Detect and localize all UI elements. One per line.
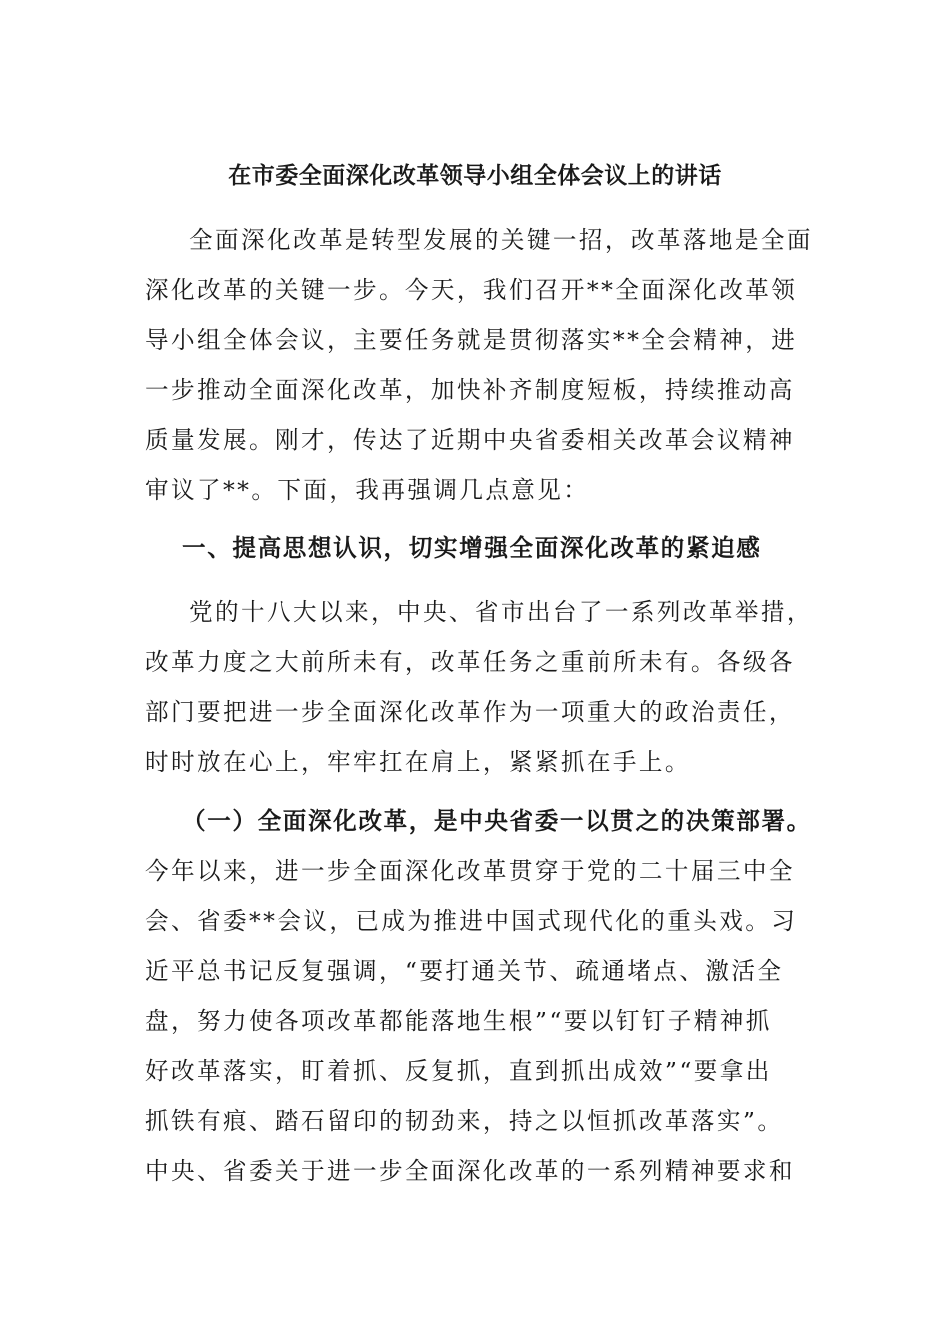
intro-line: 深化改革的关键一步。今天，我们召开**全面深化改革领: [145, 276, 798, 304]
subsection1-line: 抓铁有痕、踏石留印的韧劲来，持之以恒抓改革落实”。: [145, 1107, 784, 1135]
subsection1-line: 好改革落实，盯着抓、反复抓，直到抓出成效”“要拿出: [145, 1057, 772, 1085]
intro-line: 全面深化改革是转型发展的关键一招，改革落地是全面: [189, 226, 813, 254]
subsection-heading: （一）全面深化改革，是中央省委一以贯之的决策部署。: [182, 807, 812, 835]
intro-line: 审议了**。下面，我再强调几点意见：: [145, 476, 590, 504]
subsection1-line: 会、省委**会议，已成为推进中国式现代化的重头戏。习: [145, 907, 798, 935]
section1-line: 改革力度之大前所未有，改革任务之重前所未有。各级各: [145, 648, 795, 676]
section-heading: 一、提高思想认识，切实增强全面深化改革的紧迫感: [182, 534, 762, 562]
document-title: 在市委全面深化改革领导小组全体会议上的讲话: [228, 162, 722, 189]
intro-line: 质量发展。刚才，传达了近期中央省委相关改革会议精神: [145, 426, 795, 454]
subsection1-line: 中央、省委关于进一步全面深化改革的一系列精神要求和: [145, 1157, 795, 1185]
section1-line: 时时放在心上，牢牢扛在肩上，紧紧抓在手上。: [145, 748, 691, 776]
subsection1-line: 近平总书记反复强调，“要打通关节、疏通堵点、激活全: [145, 957, 784, 985]
section1-line: 部门要把进一步全面深化改革作为一项重大的政治责任，: [145, 698, 795, 726]
subsection1-line: 今年以来，进一步全面深化改革贯穿于党的二十届三中全: [145, 857, 795, 885]
section1-line: 党的十八大以来，中央、省市出台了一系列改革举措，: [189, 598, 813, 626]
subsection1-line: 盘，努力使各项改革都能落地生根”“要以钉钉子精神抓: [145, 1007, 772, 1035]
intro-line: 导小组全体会议，主要任务就是贯彻落实**全会精神，进: [145, 326, 798, 354]
intro-line: 一步推动全面深化改革，加快补齐制度短板，持续推动高: [145, 376, 795, 404]
